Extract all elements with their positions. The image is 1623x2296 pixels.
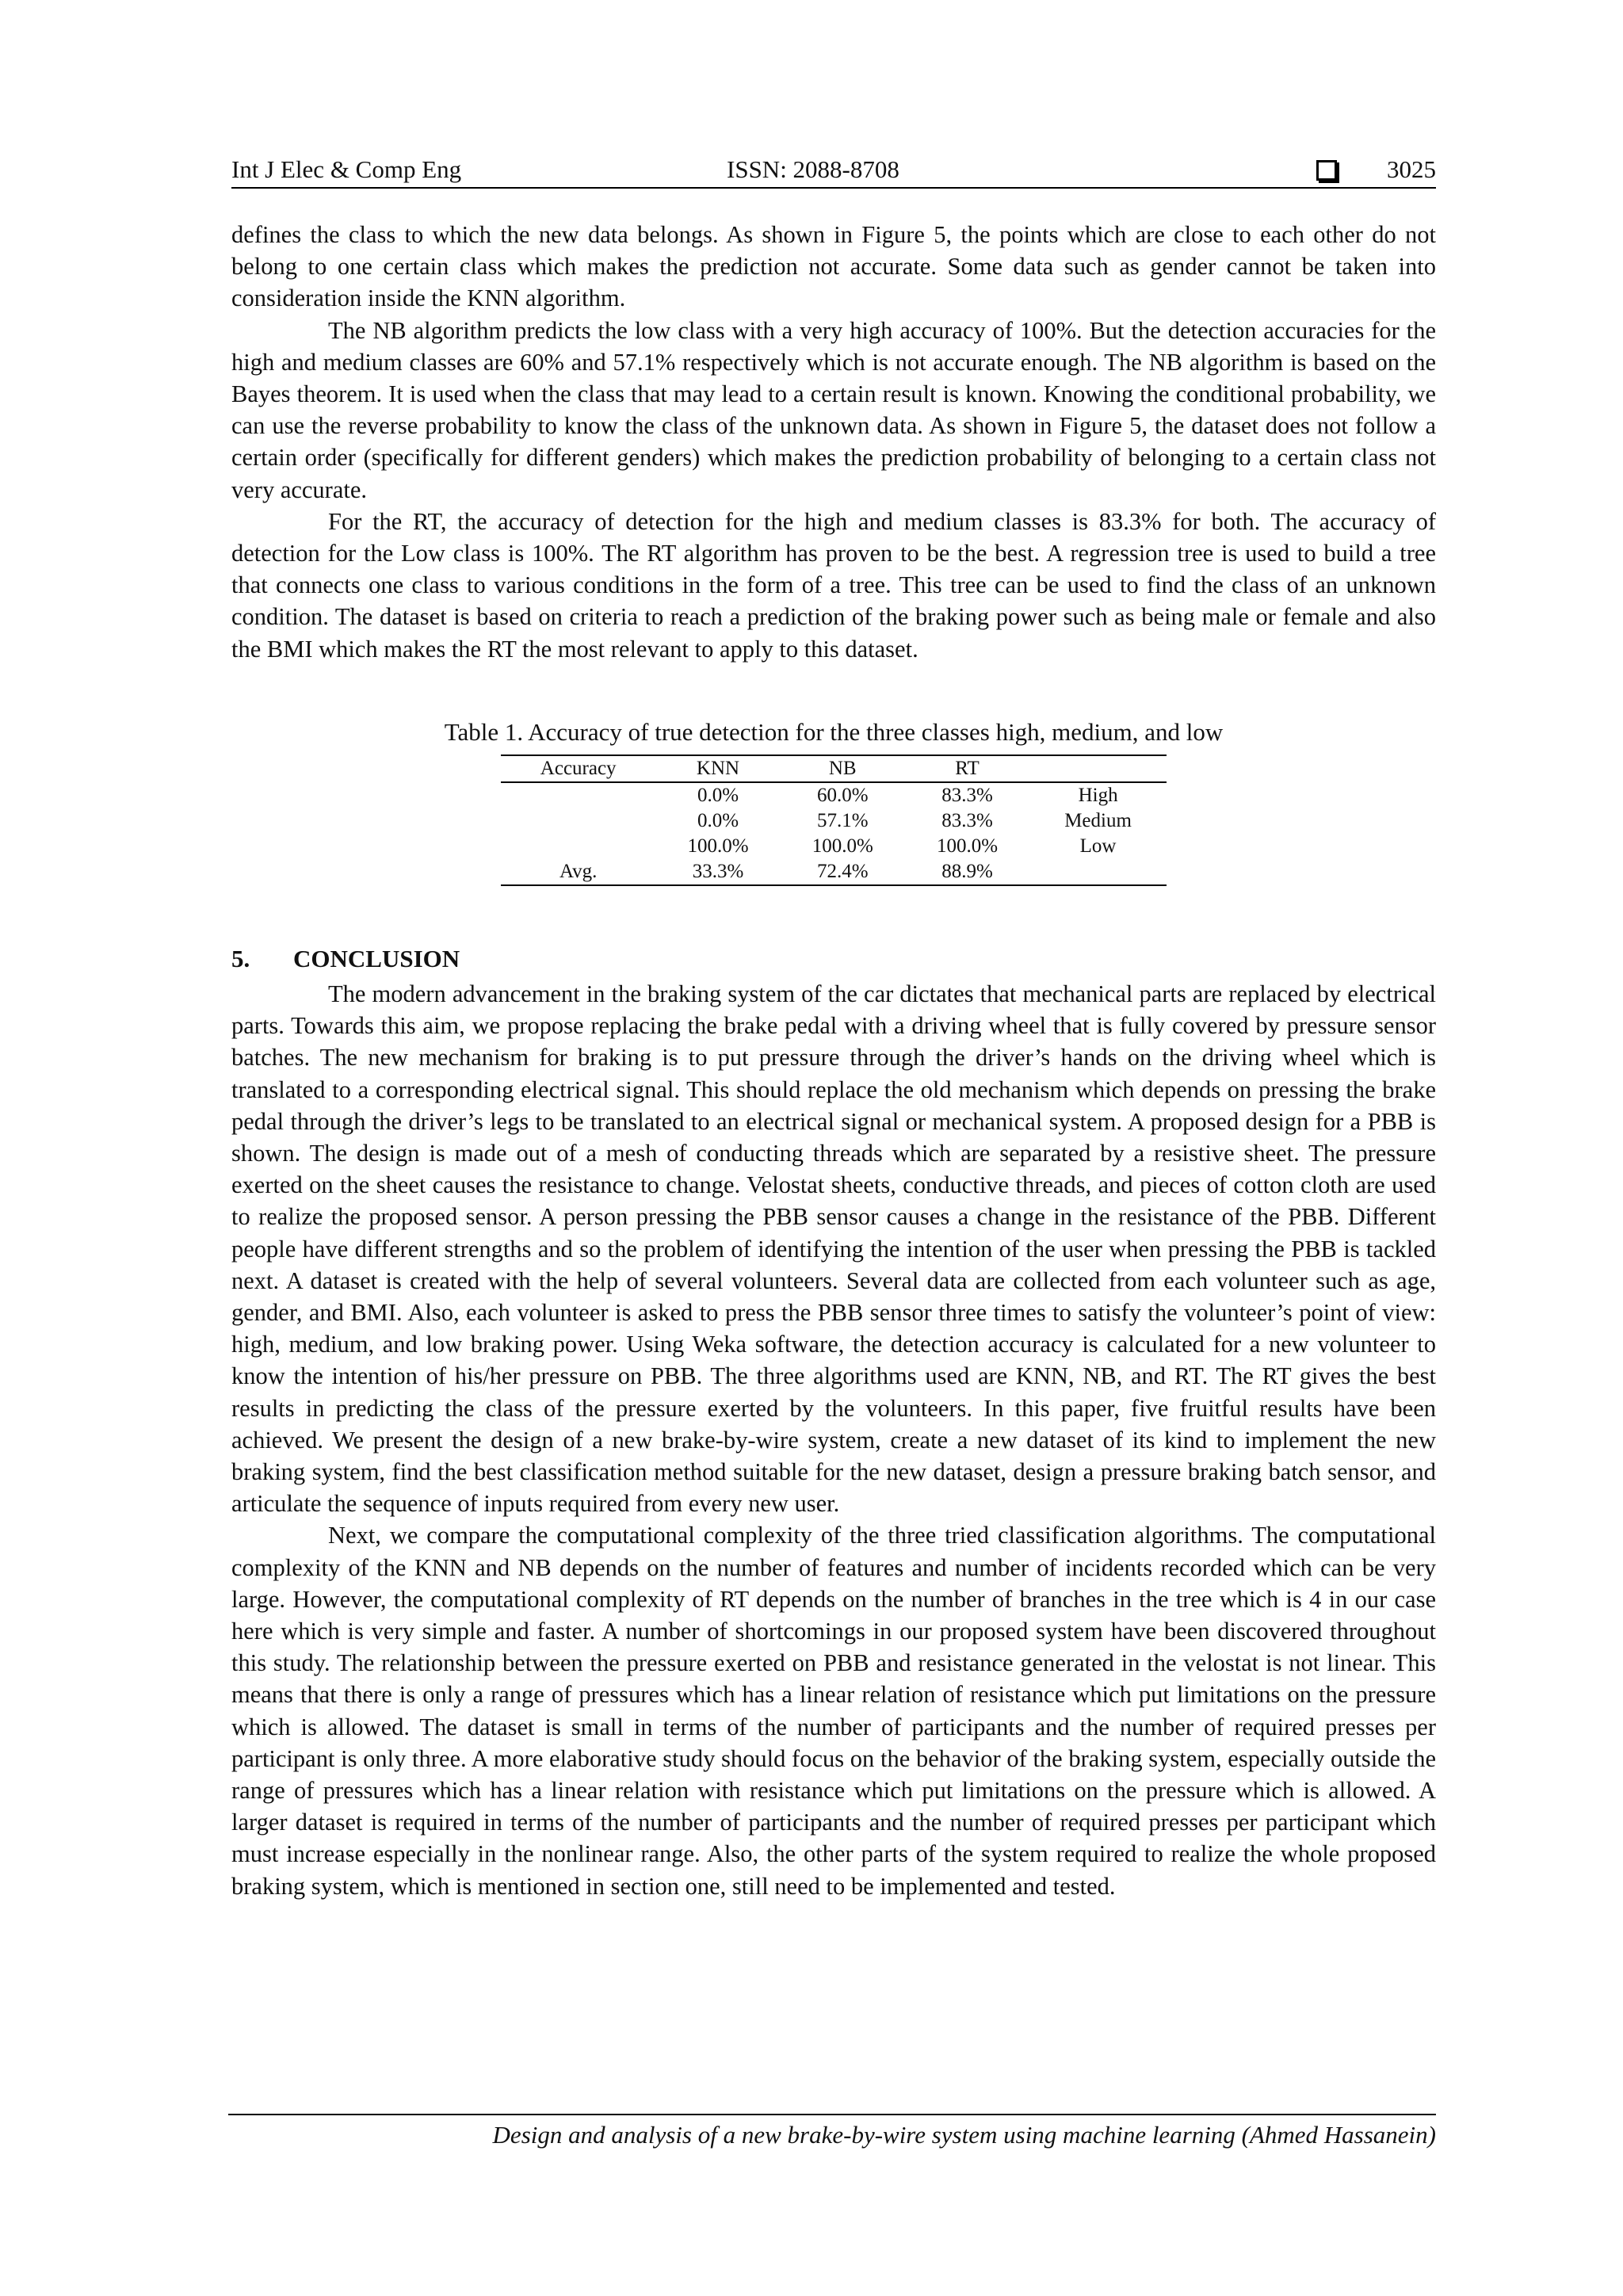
section-number: 5. bbox=[231, 945, 250, 972]
section-heading bbox=[231, 945, 460, 973]
column-header: NB bbox=[781, 755, 905, 782]
table-cell: 100.0% bbox=[936, 835, 999, 857]
table-row bbox=[501, 834, 1167, 859]
page-number: 3025 bbox=[1387, 155, 1436, 183]
footer-rule bbox=[228, 2114, 1436, 2115]
table-cell: 83.3% bbox=[941, 810, 993, 831]
table-row bbox=[501, 782, 1167, 808]
table-cell bbox=[1029, 859, 1167, 885]
table-cell bbox=[501, 782, 655, 808]
column-header: Accuracy bbox=[501, 755, 655, 782]
paragraph: The modern advancement in the braking system of the car dictates that mechanical parts are replaced by electrical parts. Towards this aim, we propose replacing the brake pedal with a driving wheel that is fully covered by pressure sensor batches. The new mechanism for braking is to put pressure through the driver’s hands on the driving wheel which is translated to a corresponding electrical signal. This should replace the old mechanism which depends on pressing the brake pedal through the driver’s legs to be translated to an electrical signal or mechanical system. A proposed design for a PBB is shown. The design is made out of a mesh of conducting threads which are separated by a resistive sheet. The pressure exerted on the sheet causes the resistance to change. Velostat sheets, conductive threads, and pieces of cotton cloth are used to realize the proposed sensor. A person pressing the PBB sensor causes a change in the resistance of the PBB. Different people have different strengths and so the problem of identifying the intention of the user when pressing the PBB is tackled next. A dataset is created with the help of several volunteers. Several data are collected from each volunteer such as age, gender, and BMI. Also, each volunteer is asked to press the PBB sensor three times to satisfy the volunteer’s point of view: high, medium, and low braking power. Using Weka software, the detection accuracy is calculated for a new volunteer to know the intention of his/her pressure on PBB. The three algorithms used are KNN, NB, and RT. The RT gives the best results in predicting the class of the pressure exerted by the volunteers. In this paper, five fruitful results have been achieved. We present the design of a new brake-by-wire system, create a new dataset of its kind to implement the new braking system, find the best classification method suitable for the new dataset, design a pressure braking batch sensor, and articulate the sequence of inputs required from every new user. bbox=[231, 980, 1436, 1518]
table-cell: 100.0% bbox=[687, 835, 749, 857]
table-cell bbox=[501, 834, 655, 859]
column-header: KNN bbox=[655, 755, 780, 782]
running-header bbox=[231, 155, 1436, 189]
running-footer: Design and analysis of a new brake-by-wire system using machine learning (Ahmed Hassanein) bbox=[492, 2121, 1436, 2149]
section-title: CONCLUSION bbox=[293, 945, 460, 972]
body-text-conclusion bbox=[231, 978, 1436, 1902]
square-bullet-icon bbox=[1316, 160, 1337, 181]
table-cell: 88.9% bbox=[905, 859, 1029, 885]
table-cell: 33.3% bbox=[655, 859, 780, 885]
column-header bbox=[1029, 755, 1167, 782]
table-cell: 100.0% bbox=[812, 835, 873, 857]
journal-name: Int J Elec & Comp Eng bbox=[231, 155, 462, 183]
table-cell: 0.0% bbox=[697, 785, 739, 806]
paragraph: defines the class to which the new data belongs. As shown in Figure 5, the points which are close to each other do not belong to one certain class which makes the prediction not accurate. Some data such as gender cannot be taken into consideration inside the KNN algorithm. bbox=[231, 221, 1436, 312]
table-cell: Medium bbox=[1064, 810, 1132, 831]
table-cell: 83.3% bbox=[941, 785, 993, 806]
table-cell: 60.0% bbox=[816, 785, 869, 806]
table-row bbox=[501, 859, 1167, 885]
body-text-top bbox=[231, 219, 1436, 665]
table-cell: Low bbox=[1079, 835, 1117, 857]
paragraph: For the RT, the accuracy of detection for the high and medium classes is 83.3% for both. The accuracy of detection for the Low class is 100%. The RT algorithm has proven to be the best. A regression tree is used to build a tree that connects one class to various conditions in the form of a tree. This tree can be used to find the class of an unknown condition. The dataset is based on criteria to reach a prediction of the braking power such as being male or female and also the BMI which makes the RT the most relevant to apply to this dataset. bbox=[231, 507, 1436, 663]
accuracy-table bbox=[501, 755, 1167, 886]
table-row bbox=[501, 808, 1167, 834]
table-cell: 0.0% bbox=[697, 810, 739, 831]
paragraph: Next, we compare the computational complexity of the three tried classification algorithms. The computational complexity of the KNN and NB depends on the number of features and number of incidents recorded which can be very large. However, the computational complexity of RT depends on the number of branches in the tree which is 4 in our case here which is very simple and faster. A number of shortcomings in our proposed system have been discovered throughout this study. The relationship between the pressure exerted on PBB and resistance generated in the velostat is not linear. This means that there is only a range of pressures which has a linear relation of resistance which put limitations on the pressure which is allowed. The dataset is small in terms of the number of participants and the number of required presses per participant is only three. A more elaborative study should focus on the behavior of the braking system, especially outside the range of pressures which has a linear relation with resistance which put limitations on the pressure which is allowed. A larger dataset is required in terms of the number of participants and the number of required presses per participant which must increase especially in the nonlinear range. Also, the other parts of the system required to realize the whole proposed braking system, which is mentioned in section one, still need to be implemented and tested. bbox=[231, 1522, 1436, 1900]
table-header-row bbox=[501, 755, 1167, 782]
issn: ISSN: 2088-8708 bbox=[727, 155, 899, 183]
column-header: RT bbox=[905, 755, 1029, 782]
table-cell: Avg. bbox=[501, 859, 655, 885]
table-caption: Table 1. Accuracy of true detection for the three classes high, medium, and low bbox=[444, 718, 1224, 746]
table-cell bbox=[501, 808, 655, 834]
table-cell: 72.4% bbox=[781, 859, 905, 885]
table-cell: 57.1% bbox=[816, 810, 869, 831]
paragraph: The NB algorithm predicts the low class with a very high accuracy of 100%. But the detection accuracies for the high and medium classes are 60% and 57.1% respectively which is not accurate enough. The NB algorithm is based on the Bayes theorem. It is used when the class that may lead to a certain result is known. Knowing the conditional probability, we can use the reverse probability to know the class of the unknown data. As shown in Figure 5, the dataset does not follow a certain order (specifically for different genders) which makes the prediction probability of belonging to a certain class not very accurate. bbox=[231, 316, 1436, 503]
table-cell: High bbox=[1078, 785, 1118, 806]
